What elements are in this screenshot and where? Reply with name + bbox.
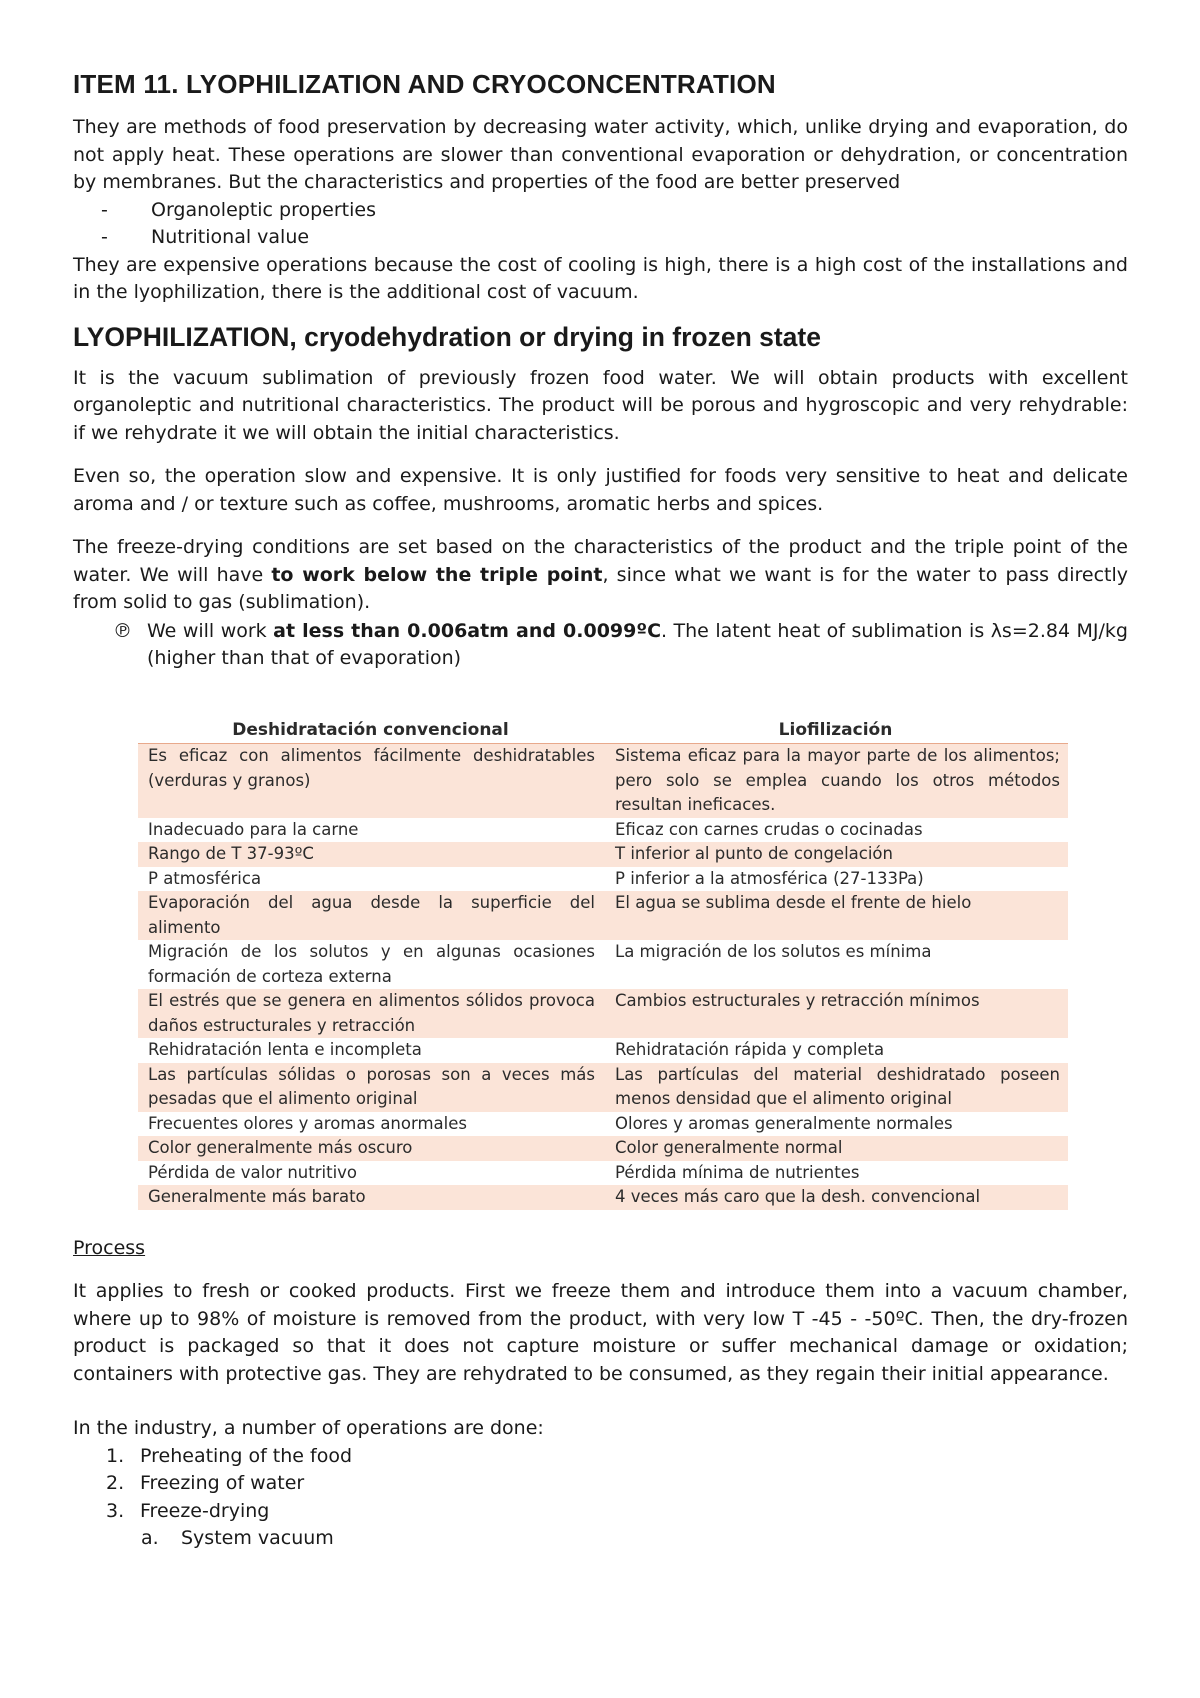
table-header: Deshidratación convencional xyxy=(138,717,603,744)
intro-paragraph-1: They are methods of food preservation by decreasing water activity, which, unlike drying and evaporation, do not apply heat. These operations are slower than conventional evaporation or dehydration, or concentration by membranes. But the characteristics and properties of the food are better preserved xyxy=(73,116,1128,193)
table-cell-conventional: Migración de los solutos y en algunas ocasiones formación de corteza externa xyxy=(138,940,603,989)
table-cell-lyophilization: Eficaz con carnes crudas o cocinadas xyxy=(603,818,1068,843)
list-item xyxy=(141,1525,1128,1553)
section-paragraph-3 xyxy=(73,534,1128,617)
section-paragraph-2: Even so, the operation slow and expensive. It is only justified for foods very sensitive to heat and delicate aroma and / or texture such as coffee, mushrooms, aromatic herbs and spices. xyxy=(73,465,1128,515)
table-row xyxy=(138,1185,1068,1210)
page-title: ITEM 11. LYOPHILIZATION AND CRYOCONCENTRATION xyxy=(73,69,776,99)
table-cell-conventional: P atmosférica xyxy=(138,867,603,892)
table-cell-conventional: Las partículas sólidas o porosas son a veces más pesadas que el alimento original xyxy=(138,1063,603,1112)
list-number: 3. xyxy=(106,1499,125,1522)
steps-list xyxy=(73,1443,1128,1526)
list-number: 1. xyxy=(106,1444,125,1467)
intro-list xyxy=(73,197,1128,252)
intro-list-item: - Nutritional value xyxy=(101,224,1128,252)
table-cell-lyophilization: Sistema eficaz para la mayor parte de los alimentos; pero solo se emplea cuando los otros métodos resultan ineficaces. xyxy=(603,744,1068,818)
table-cell-conventional: Evaporación del agua desde la superficie del alimento xyxy=(138,891,603,940)
table-row xyxy=(138,989,1068,1038)
symbol-bullet-item xyxy=(73,618,1128,673)
table-cell-conventional: Frecuentes olores y aromas anormales xyxy=(138,1112,603,1137)
table-cell-lyophilization: Las partículas del material deshidratado poseen menos densidad que el alimento original xyxy=(603,1063,1068,1112)
table-row xyxy=(138,940,1068,989)
text-run: We will work xyxy=(147,619,274,642)
table-row xyxy=(138,1136,1068,1161)
table-cell-lyophilization: Pérdida mínima de nutrientes xyxy=(603,1161,1068,1186)
text-run: , since what we want is for the water to pass directly from solid to gas (sublimation). xyxy=(73,563,1128,613)
table-cell-conventional: Rango de T 37-93ºC xyxy=(138,842,603,867)
section-heading: LYOPHILIZATION, cryodehydration or drying in frozen state xyxy=(73,321,821,352)
comparison-table xyxy=(138,717,1068,1210)
bold-text: at less than 0.006atm and 0.0099ºC xyxy=(273,619,662,642)
process-heading: Process xyxy=(73,1236,146,1259)
table-cell-lyophilization: Cambios estructurales y retracción mínimos xyxy=(603,989,1068,1038)
section-paragraph-1: It is the vacuum sublimation of previously frozen food water. We will obtain products with excellent organoleptic and nutritional characteristics. The product will be porous and hygroscopic and very rehydrable: if we rehydrate it we will obtain the initial characteristics. xyxy=(73,366,1128,444)
list-number: 2. xyxy=(106,1472,125,1494)
list-item-text: Freezing of water xyxy=(140,1472,305,1494)
table-row xyxy=(138,744,1068,818)
table-cell-lyophilization: 4 veces más caro que la desh. convencional xyxy=(603,1185,1068,1210)
table-row xyxy=(138,1112,1068,1137)
table-cell-lyophilization: Olores y aromas generalmente normales xyxy=(603,1112,1068,1137)
list-item-text: System vacuum xyxy=(181,1527,334,1549)
process-paragraph-2: In the industry, a number of operations are done: xyxy=(73,1417,544,1439)
table-cell-conventional: Generalmente más barato xyxy=(138,1185,603,1210)
table-body xyxy=(138,744,1068,1210)
table-row xyxy=(138,1038,1068,1063)
list-item-text: Preheating of the food xyxy=(140,1444,353,1467)
bullet-symbol-icon: ℗ xyxy=(113,619,132,642)
table-cell-conventional: Inadecuado para la carne xyxy=(138,818,603,843)
bold-text: to work below the triple point xyxy=(271,563,603,586)
table-cell-lyophilization: P inferior a la atmosférica (27-133Pa) xyxy=(603,867,1068,892)
table-row xyxy=(138,1161,1068,1186)
table-cell-conventional: Rehidratación lenta e incompleta xyxy=(138,1038,603,1063)
list-letter: a. xyxy=(141,1527,159,1549)
table-cell-lyophilization: La migración de los solutos es mínima xyxy=(603,940,1068,989)
table-row xyxy=(138,1063,1068,1112)
text-run: The freeze-drying conditions are set based on the characteristics of the product and the triple point of the water. We will have xyxy=(73,536,1128,586)
list-item xyxy=(106,1470,1128,1498)
table-cell-conventional: Es eficaz con alimentos fácilmente deshidratables (verduras y granos) xyxy=(138,744,603,818)
process-paragraph-1: It applies to fresh or cooked products. First we freeze them and introduce them into a vacuum chamber, where up to 98% of moisture is removed from the product, with very low T -45 - -50ºC. Then, the dry-frozen product is packaged so that it does not capture moisture or suffer mechanical damage or oxidation; containers with protective gas. They are rehydrated to be consumed, as they regain their initial appearance. xyxy=(73,1280,1128,1385)
table-row xyxy=(138,818,1068,843)
table-cell-lyophilization: El agua se sublima desde el frente de hielo xyxy=(603,891,1068,940)
table-cell-conventional: Color generalmente más oscuro xyxy=(138,1136,603,1161)
list-item xyxy=(106,1498,1128,1526)
text-run: . The latent heat of sublimation is λs=2.84 MJ/kg (higher than that of evaporation) xyxy=(147,619,1128,669)
list-item-text: Freeze-drying xyxy=(140,1499,270,1522)
table-cell-lyophilization: T inferior al punto de congelación xyxy=(603,842,1068,867)
table-row xyxy=(138,867,1068,892)
table-row xyxy=(138,842,1068,867)
table-header: Liofilización xyxy=(603,717,1068,744)
intro-list-item: - Organoleptic properties xyxy=(101,197,1128,225)
table-cell-lyophilization: Color generalmente normal xyxy=(603,1136,1068,1161)
table-cell-conventional: Pérdida de valor nutritivo xyxy=(138,1161,603,1186)
substeps-list xyxy=(73,1525,1128,1553)
list-item xyxy=(106,1443,1128,1471)
table-row xyxy=(138,891,1068,940)
table-cell-lyophilization: Rehidratación rápida y completa xyxy=(603,1038,1068,1063)
intro-paragraph-2: They are expensive operations because the cost of cooling is high, there is a high cost of the installations and in the lyophilization, there is the additional cost of vacuum. xyxy=(73,253,1128,303)
table-cell-conventional: El estrés que se genera en alimentos sólidos provoca daños estructurales y retracción xyxy=(138,989,603,1038)
